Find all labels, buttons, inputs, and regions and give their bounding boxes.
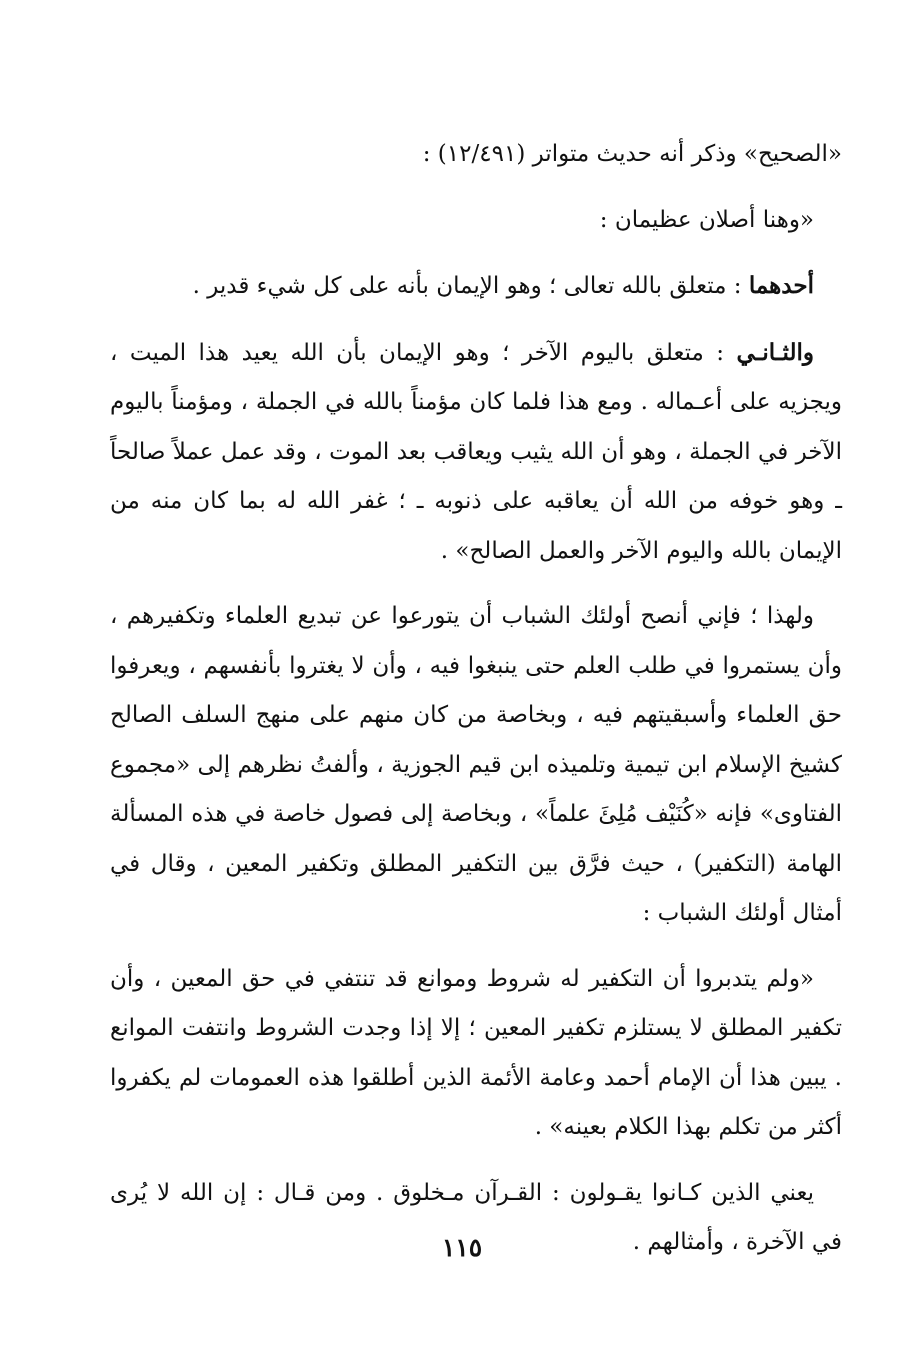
paragraph-4 [110,328,842,577]
paragraph-3 [110,261,842,312]
paragraph-1 [110,130,842,180]
paragraph-2-text: «وهنا أصلان عظيمان : [599,206,814,233]
paragraph-4-lead: والثـانـي [736,338,814,366]
paragraph-3-text: : متعلق بالله تعالى ؛ وهو الإيمان بأنه على كل شيء قدير . [192,273,749,299]
paragraph-4-text: : متعلق باليوم الآخر ؛ وهو الإيمان بأن الله يعيد هذا الميت ، ويجزيه على أعـماله . ومع هذا فلما كان مؤمناً بالله في الجملة ، ومؤمناً باليوم الآخر في الجملة ، وهو أن الله يثيب ويعاقب بعد الموت ، وقد عمل عملاً صالحاً ـ وهو خوفه من الله أن يعاقبه على ذنوبه ـ ؛ غفر الله له بما كان منه من الإيمان بالله واليوم الآخر والعمل الصالح» . [110,339,842,564]
page-number: ١١٥ [441,1233,483,1262]
paragraph-3-lead: أحدهما [748,272,814,299]
page-body [110,130,842,1268]
paragraph-1-text: «الصحيح» وذكر أنه حديث متواتر (١٢/٤٩١) : [422,141,842,167]
paragraph-5-text: ولهذا ؛ فإني أنصح أولئك الشباب أن يتورعوا عن تبديع العلماء وتكفيرهم ، وأن يستمروا في طلب العلم حتى ينبغوا فيه ، وأن لا يغتروا بأنفسهم ، ويعرفوا حق العلماء وأسبقيتهم فيه ، وبخاصة من كان منهم على منهج السلف الصالح كشيخ الإسلام ابن تيمية وتلميذه ابن قيم الجوزية ، وألفتُ نظرهم إلى «مجموع الفتاوى» فإنه «كُنَيْف مُلِئَ علماً» ، وبخاصة إلى فصول خاصة في هذه المسألة الهامة (التكفير) ، حيث فرَّق بين التكفير المطلق وتكفير المعين ، وقال في أمثال أولئك الشباب : [110,603,842,926]
paragraph-5 [110,592,842,939]
paragraph-6 [110,955,842,1153]
paragraph-2 [110,196,842,246]
paragraph-6-text: «ولم يتدبروا أن التكفير له شروط وموانع قد تنتفي في حق المعين ، وأن تكفير المطلق لا يستلزم تكفير المعين ؛ إلا إذا وجدت الشروط وانتفت الموانع . يبين هذا أن الإمام أحمد وعامة الأئمة الذين أطلقوا هذه العمومات لم يكفروا أكثر من تكلم بهذا الكلام بعينه» . [110,965,842,1140]
paragraph-7-text: يعني الذين كـانوا يقـولون : القـرآن مـخلوق . ومن قـال : إن الله لا يُرى في الآخرة ، وأمثالهم . [110,1179,842,1255]
